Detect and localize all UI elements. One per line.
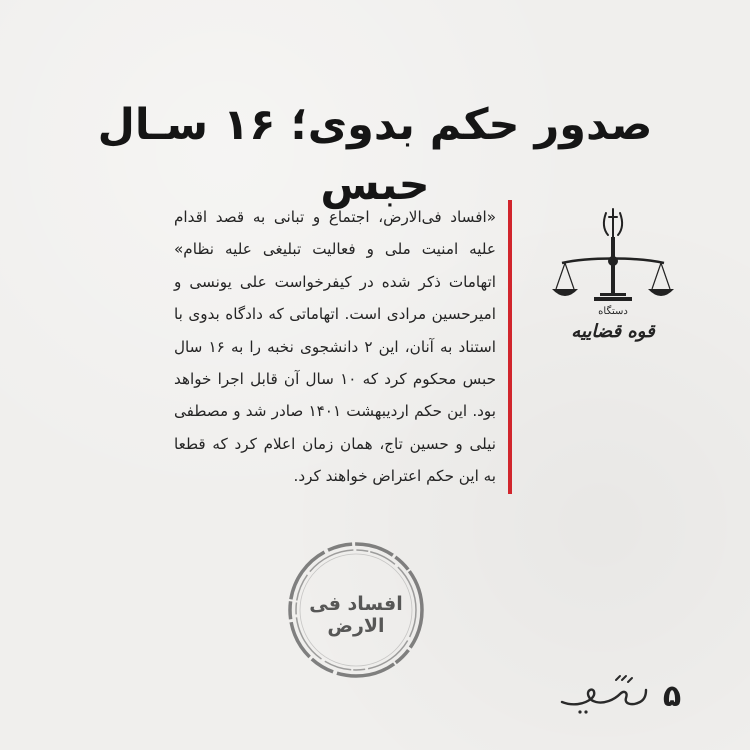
mashregh-signature-logo	[558, 672, 650, 716]
logo-title: قوه قضاییه	[571, 321, 655, 342]
stamp-seal	[286, 540, 426, 680]
page-title: صدور حکم بدوی؛ ۱۶ سـال حبس	[97, 100, 653, 210]
stamp-text: افساد فی الارض	[309, 593, 403, 637]
scales-of-justice-icon	[548, 205, 678, 310]
page-number: ۵	[662, 679, 682, 714]
quote-paragraph: «افساد فی‌الارض، اجتماع و تبانی به قصد اقدام علیه امنیت ملی و فعالیت تبلیغی علیه نظام» اتهامات ذکر شده در کیفرخواست علی یونسی و امیرحسین مرادی است. اتهاماتی که دادگاه بدوی با استناد به آنان، این ۲ دانشجوی نخبه را به ۱۶ سال حبس محکوم کرد که ۱۰ سال آن قابل اجرا خواهد بود. این حکم اردیبهشت ۱۴۰۱ صادر شد و مصطفی نیلی و حسین تاج، همان زمان اعلام کرد که قطعا به این حکم اعتراض خواهند کرد.	[174, 208, 496, 486]
judiciary-logo	[548, 205, 678, 375]
quote-accent-bar	[508, 200, 512, 494]
logo-small-text: دستگاه	[598, 306, 628, 317]
